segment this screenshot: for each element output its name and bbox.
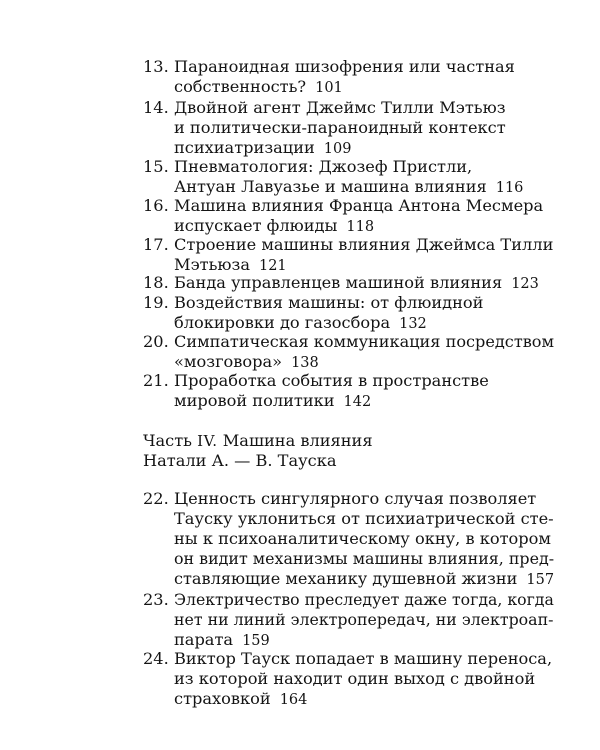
entry-title-line: «мозговора»	[174, 352, 283, 371]
entry-title-line: испускает флюиды	[174, 216, 338, 235]
entry-title-line: Ценность сингулярного случая позволяет	[174, 489, 537, 508]
entry-title-line: собственность?	[174, 77, 307, 96]
entry-title-line: Антуан Лавуазье и машина влияния	[174, 177, 487, 196]
entry-number: 18.	[143, 273, 169, 292]
entry-title-line: парата	[174, 630, 234, 649]
entry-title-line: и политически-параноидный контекст	[174, 118, 506, 137]
page-number: 109	[323, 141, 352, 157]
entry-title-line: Пневматология: Джозеф Пристли,	[174, 157, 473, 176]
entry-number: 15.	[143, 157, 169, 176]
page-number: 121	[258, 258, 287, 274]
page-number: 157	[526, 572, 555, 588]
entry-number: 16.	[143, 196, 169, 215]
entry-title-line: Проработка события в пространстве	[174, 371, 489, 390]
entry-title-line: мировой политики	[174, 391, 335, 410]
entry-number: 13.	[143, 57, 169, 76]
entry-number: 23.	[143, 590, 169, 609]
page-number: 116	[495, 180, 524, 196]
page-number: 118	[346, 219, 375, 235]
entry-title-line: страховкой	[174, 689, 271, 708]
part-subtitle	[143, 451, 336, 471]
page-number: 138	[291, 355, 319, 371]
page-number: 159	[242, 633, 270, 649]
part-title-line: Натали А. — В. Тауска	[143, 451, 337, 470]
entry-title-line: Мэтьюза	[174, 255, 250, 274]
page-number: 164	[279, 692, 308, 708]
part-prefix: Часть	[143, 431, 192, 450]
page-number: 142	[343, 394, 372, 410]
entry-title-line: Виктор Тауск попадает в машину переноса,	[174, 649, 553, 668]
entry-title-line: Строение машины влияния Джеймса Тилли	[174, 235, 554, 254]
entry-title-line: ставляющие механику душевной жизни	[174, 569, 518, 588]
entry-title-line: Параноидная шизофрения или частная	[174, 57, 515, 76]
entry-number: 20.	[143, 332, 169, 351]
entry-title-line: Электричество преследует даже тогда, когда	[174, 590, 554, 609]
entry-number: 14.	[143, 98, 169, 117]
entry-title-line: Тауску уклониться от психиатрической сте-	[174, 509, 554, 528]
part-title-line: Машина влияния	[222, 431, 373, 450]
entry-title-line: Машина влияния Франца Антона Месмера	[174, 196, 544, 215]
entry-number: 19.	[143, 293, 169, 312]
entry-title-line: нет ни линий электропередач, ни электроап-	[174, 610, 554, 629]
entry-number: 21.	[143, 371, 169, 390]
entry-title-line: из которой находит один выход с двойной	[174, 669, 536, 688]
entry-title-line: блокировки до газосбора	[174, 313, 391, 332]
entry-number: 24.	[143, 649, 169, 668]
part-heading	[143, 431, 373, 451]
page-number: 123	[511, 276, 539, 292]
entry-title-line: ны к психоаналитическому окну, в котором	[174, 529, 551, 548]
entry-title-line: психиатризации	[174, 138, 315, 157]
entry-number: 17.	[143, 235, 169, 254]
entry-title-line: Двойной агент Джеймс Тилли Мэтьюз	[174, 98, 506, 117]
entry-title-line: Банда управленцев машиной влияния	[174, 273, 503, 292]
entry-number: 22.	[143, 489, 169, 508]
page-number: 132	[399, 316, 427, 332]
part-roman-numeral: IV.	[197, 432, 218, 450]
entry-title-line: он видит механизмы машины влияния, пред-	[174, 549, 555, 568]
entry-title-line: Воздействия машины: от флюидной	[174, 293, 484, 312]
page-number: 101	[315, 80, 343, 96]
entry-title-line: Симпатическая коммуникация посредством	[174, 332, 555, 351]
